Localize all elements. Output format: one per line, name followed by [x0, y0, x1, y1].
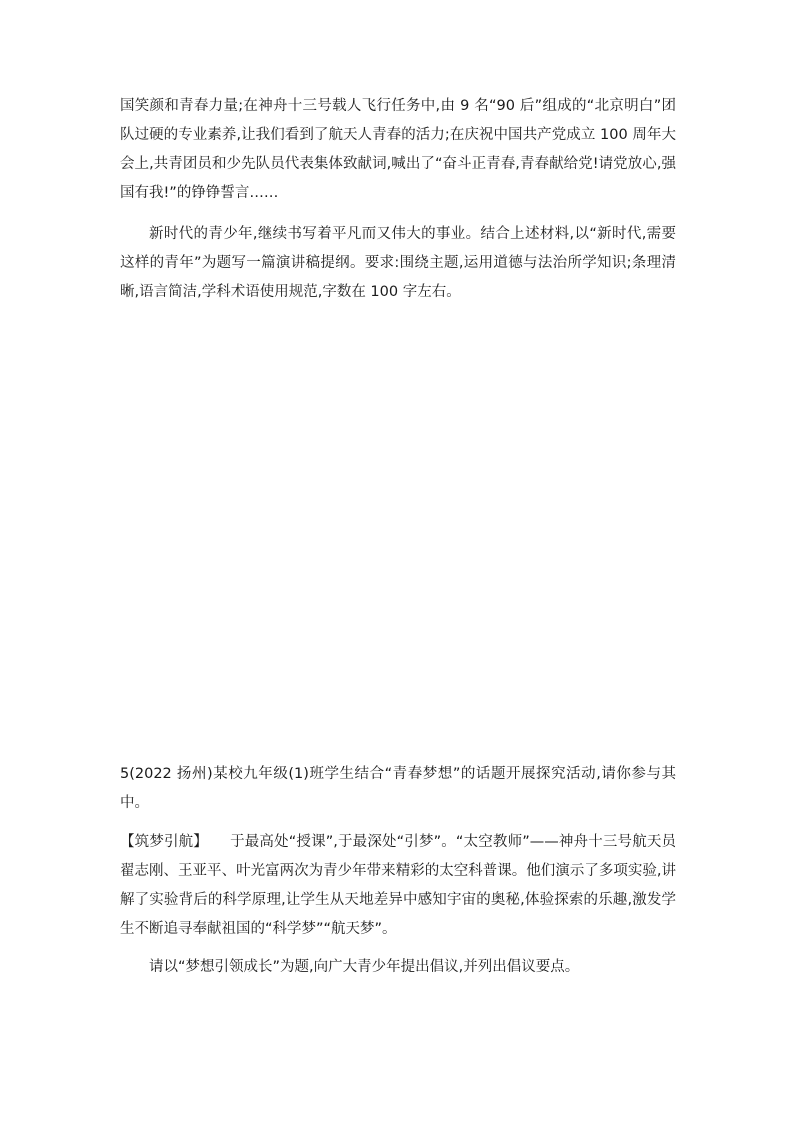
task-prompt-paragraph: 请以“梦想引领成长”为题,向广大青少年提出倡议,并列出倡议要点。 — [149, 959, 580, 975]
question-5-intro: 5(2022 扬州)某校九年级(1)班学生结合“青春梦想”的话题开展探究活动,请你参与其中。 — [120, 766, 676, 811]
section-body: 于最高处“授课”,于最深处“引梦”。“太空教师”——神舟十三号航天员翟志刚、王亚平、叶光富两次为青少年带来精彩的太空科普课。他们演示了多项实验,讲解了实验背后的科学原理,让学生从天地差异中感知宇宙的奥秘,体验探索的乐趣,激发学生不断追寻奉献祖国的“科学梦”“航天梦”。 — [120, 834, 677, 937]
material-paragraph: 国笑颜和青春力量;在神舟十三号载人飞行任务中,由 9 名“90 后”组成的“北京明白”团队过硬的专业素养,让我们看到了航天人青春的活力;在庆祝中国共产党成立 100 周年大会上,共青团员和少先队员代表集体致献词,喊出了“奋斗正青春,青春献给党!请党放心,强国有我!”的铮铮誓言…… — [120, 98, 676, 201]
question-prompt-paragraph: 新时代的青少年,继续书写着平凡而又伟大的事业。结合上述材料,以“新时代,需要这样的青年”为题写一篇演讲稿提纲。要求:围绕主题,运用道德与法治所学知识;条理清晰,语言简洁,学科术语使用规范,字数在 100 字左右。 — [120, 226, 676, 300]
section-zhumeng-yinhang — [120, 828, 676, 944]
section-heading: 【筑梦引航】 — [120, 834, 208, 850]
